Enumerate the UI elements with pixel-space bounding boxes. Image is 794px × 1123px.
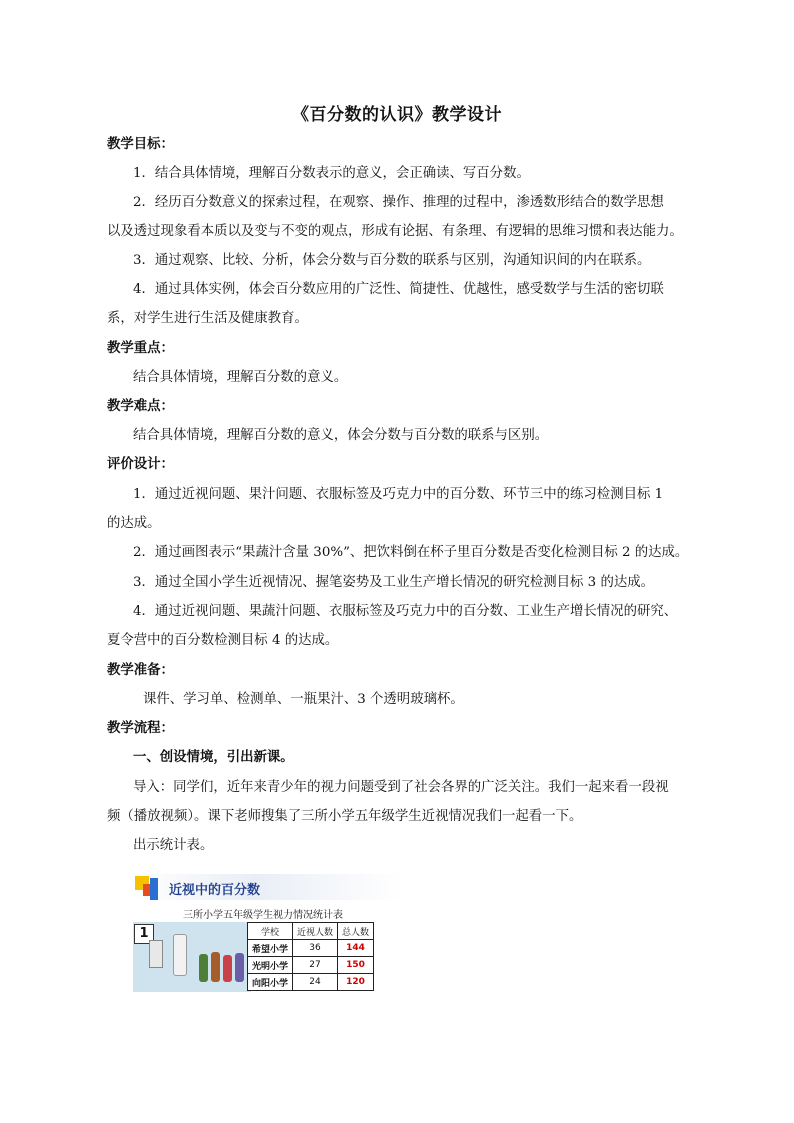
process-heading: 教学流程： (107, 721, 174, 736)
total-count-cell: 120 (338, 974, 374, 991)
figure-banner-title: 近视中的百分数 (169, 883, 261, 898)
evaluation-1: 1．通过近视问题、果汁问题、衣服标签及巧克力中的百分数、环节三中的练习检测目标 1 (133, 487, 664, 502)
myopia-count-cell: 27 (293, 957, 338, 974)
goals-heading: 教学目标： (107, 137, 174, 152)
figure-banner (133, 874, 403, 900)
preparation-text: 课件、学习单、检测单、一瓶果汁、3 个透明玻璃杯。 (143, 692, 464, 707)
evaluation-4: 4．通过近视问题、果蔬汁问题、衣服标签及巧克力中的百分数、工业生产增长情况的研究、 (133, 604, 678, 619)
table-header: 总人数 (338, 923, 374, 940)
student-figure (235, 953, 244, 982)
goal-2-continued: 以及透过现象看本质以及变与不变的观点，形成有论据、有条理、有逻辑的思维习惯和表达能力。 (107, 224, 683, 239)
myopia-count-cell: 24 (293, 974, 338, 991)
goal-1: 1．结合具体情境，理解百分数表示的意义，会正确读、写百分数。 (133, 166, 530, 181)
school-cell: 向阳小学 (248, 974, 293, 991)
classroom-illustration (133, 922, 251, 992)
key-point-text: 结合具体情境，理解百分数的意义。 (133, 370, 348, 385)
total-count-cell: 150 (338, 957, 374, 974)
figure-number: 1 (134, 924, 154, 944)
table-row (248, 957, 374, 974)
process-step-1: 一、创设情境，引出新课。 (133, 750, 294, 765)
table-row (248, 974, 374, 991)
preparation-heading: 教学准备： (107, 663, 174, 678)
goal-4: 4．通过具体实例，体会百分数应用的广泛性、简捷性、优越性，感受数学与生活的密切联 (133, 282, 664, 297)
table-header: 近视人数 (293, 923, 338, 940)
school-cell: 希望小学 (248, 940, 293, 957)
evaluation-2: 2．通过画图表示“果蔬汁含量 30%”、把饮料倒在杯子里百分数是否变化检测目标 2 的达成。 (133, 545, 689, 560)
student-figure (223, 955, 232, 982)
evaluation-1-continued: 的达成。 (107, 516, 161, 531)
decor-bar-blue (150, 878, 158, 900)
key-point-heading: 教学重点： (107, 341, 174, 356)
difficulty-text: 结合具体情境，理解百分数的意义，体会分数与百分数的联系与区别。 (133, 428, 549, 443)
table-header-row (248, 923, 374, 940)
document-title: 《百分数的认识》教学设计 (292, 105, 502, 125)
goal-3: 3．通过观察、比较、分析，体会分数与百分数的联系与区别，沟通知识间的内在联系。 (133, 253, 651, 268)
student-figure (199, 954, 208, 982)
myopia-count-cell: 36 (293, 940, 338, 957)
goal-4-continued: 系，对学生进行生活及健康教育。 (107, 311, 308, 326)
statistics-figure (133, 870, 403, 1010)
student-figure (211, 952, 220, 982)
doctor-figure (173, 934, 187, 976)
evaluation-heading: 评价设计： (107, 457, 174, 472)
table-header: 学校 (248, 923, 293, 940)
process-line-1: 导入：同学们，近年来青少年的视力问题受到了社会各界的广泛关注。我们一起来看一段视 (133, 780, 669, 795)
table-row (248, 940, 374, 957)
school-cell: 光明小学 (248, 957, 293, 974)
goal-2: 2．经历百分数意义的探索过程，在观察、操作、推理的过程中，渗透数形结合的数学思想 (133, 195, 664, 210)
evaluation-4-continued: 夏令营中的百分数检测目标 4 的达成。 (107, 633, 339, 648)
evaluation-3: 3．通过全国小学生近视情况、握笔姿势及工业生产增长情况的研究检测目标 3 的达成。 (133, 575, 655, 590)
process-line-3: 出示统计表。 (133, 838, 214, 853)
difficulty-heading: 教学难点： (107, 399, 174, 414)
vision-statistics-table (247, 922, 374, 991)
total-count-cell: 144 (338, 940, 374, 957)
process-line-2: 频（播放视频）。课下老师搜集了三所小学五年级学生近视情况我们一起看一下。 (107, 809, 583, 824)
eye-chart-icon (149, 940, 163, 968)
figure-caption: 三所小学五年级学生视力情况统计表 (183, 910, 343, 921)
